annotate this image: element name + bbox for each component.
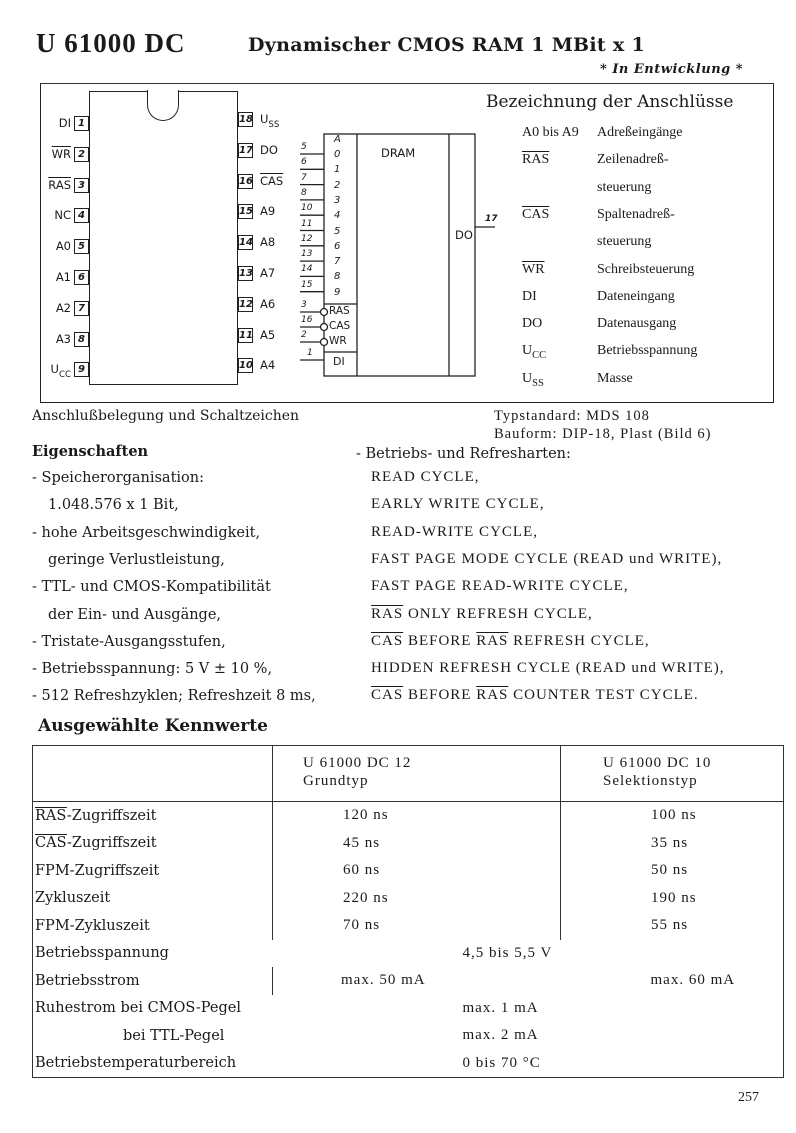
inversion-bubble: [321, 309, 328, 316]
row-label-text: FPM-Zykluszeit: [35, 917, 150, 934]
pin-label: [59, 116, 71, 130]
pin-label: [51, 362, 71, 380]
overlined-signal: $\overline{RAS}$: [371, 605, 404, 622]
line-text: ONLY REFRESH CYCLE,: [403, 605, 593, 622]
betriebsart-line: [371, 687, 699, 704]
table-row: [33, 967, 784, 995]
eigenschaften-line: 1.048.576 x 1 Bit,: [48, 497, 179, 514]
table-row: [33, 1050, 784, 1078]
input-pin-number: 8: [301, 187, 307, 198]
betriebsart-line: [371, 633, 650, 650]
row-value-col1: 45 ns: [273, 830, 561, 858]
pin-label-text: A4: [260, 358, 276, 373]
legend-signal: [522, 262, 545, 278]
pin-label: [260, 266, 275, 280]
row-label-text: Betriebstemperaturbereich: [35, 1055, 237, 1072]
row-value-col1: 220 ns: [273, 885, 561, 913]
address-bit: 5: [334, 225, 341, 237]
pin-number: 17: [239, 144, 253, 156]
pin-label: [260, 204, 275, 218]
line-text: BEFORE: [403, 632, 477, 649]
legend-signal-text: $\overline{CAS}$: [522, 206, 550, 222]
row-label: [33, 940, 273, 968]
legend-signal: [522, 125, 579, 141]
header-col2: [561, 746, 784, 802]
input-pin-number: 13: [301, 249, 313, 260]
row-label-text: Betriebsstrom: [35, 972, 140, 989]
control-label: CAS: [329, 320, 351, 332]
legend-signal-sub: SS: [532, 377, 544, 389]
address-bit: 7: [334, 256, 341, 268]
table-row: [33, 830, 784, 858]
control-label: WR: [329, 335, 347, 347]
pin-number: 8: [74, 332, 89, 347]
pin-label-text: $\overline{CAS}$: [260, 173, 284, 188]
pin-label-text: A0: [55, 239, 71, 254]
legend-description: steuerung: [597, 179, 652, 195]
pin-label: [52, 147, 71, 161]
pin-number: 9: [74, 362, 89, 377]
pin-label-text: NC: [54, 208, 71, 223]
row-label: [33, 912, 273, 940]
betriebsart-line: [371, 551, 722, 568]
legend-signal: [522, 343, 546, 361]
input-pin-number: 1: [307, 348, 313, 358]
address-bit: 2: [334, 179, 341, 191]
legend-description: steuerung: [597, 234, 652, 250]
line-text: HIDDEN REFRESH CYCLE (READ und WRITE),: [371, 660, 725, 677]
development-status: * In Entwicklung *: [600, 62, 744, 77]
package-notch: [147, 90, 179, 121]
row-value-col2: 190 ns: [561, 885, 784, 913]
legend-signal-text: DI: [522, 288, 537, 304]
table-row: [33, 857, 784, 885]
table-row: [33, 1022, 784, 1050]
pin-label-sub: SS: [268, 120, 280, 130]
overlined-signal: $\overline{CAS}$: [371, 687, 404, 704]
betriebsart-line: [371, 578, 629, 595]
row-label: [33, 830, 273, 858]
legend-signal: [522, 207, 549, 223]
legend-signal-text: $\overline{WR}$: [522, 261, 545, 277]
inversion-bubble: [321, 339, 328, 346]
pin-number: 14: [239, 237, 253, 249]
legend-signal: [522, 371, 544, 389]
col2-sub: Selektionstyp: [603, 773, 698, 789]
legend-signal: [522, 316, 542, 332]
input-pin-number: 14: [301, 264, 313, 275]
eigenschaften-title: Eigenschaften: [32, 443, 149, 460]
pin-label-text: A2: [55, 300, 71, 315]
page-title: Dynamischer CMOS RAM 1 MBit x 1: [248, 34, 645, 56]
dip-package: [89, 91, 238, 385]
legend-signal-text: U: [522, 343, 533, 359]
pin-label: [56, 239, 71, 253]
col2-type: U 61000 DC 10: [603, 755, 712, 771]
pin-label: [260, 112, 279, 130]
pin-label-text: $\overline{WR}$: [51, 146, 71, 161]
pin-label-text: A5: [260, 327, 276, 342]
table-row: [33, 912, 784, 940]
row-value-span: 4,5 bis 5,5 V: [273, 940, 784, 968]
row-label: [33, 995, 273, 1023]
pin-number: 15: [239, 206, 253, 218]
overlined-signal: $\overline{RAS}$: [476, 687, 509, 704]
pin-number: 16: [239, 175, 253, 187]
overlined-signal: $\overline{CAS}$: [371, 632, 404, 649]
input-pin-number: 16: [301, 315, 313, 325]
legend-description: Spaltenadreß-: [597, 206, 675, 222]
betriebsarten-title: - Betriebs- und Refresharten:: [356, 446, 571, 462]
pin-label: [48, 178, 71, 192]
pin-label-text: A7: [260, 266, 276, 280]
legend-signal-text: U: [522, 370, 533, 386]
row-label-text: -Zugriffszeit: [67, 835, 157, 852]
address-bit: 9: [334, 286, 341, 298]
header-empty-cell: [33, 746, 273, 802]
pin-number: 5: [74, 239, 89, 254]
legend-signal-text: DO: [522, 316, 543, 332]
legend-description: Adreßeingänge: [597, 125, 683, 140]
pin-number: 12: [239, 298, 253, 310]
row-value-span: max. 2 mA: [273, 1022, 784, 1050]
legend-description: Datenausgang: [597, 316, 677, 332]
legend-description: Schreibsteuerung: [597, 261, 695, 277]
pin-label-text: DO: [260, 142, 278, 157]
header-col1: [273, 746, 561, 802]
kennwerte-table: [32, 745, 784, 1078]
address-bit: 4: [334, 210, 341, 222]
pin-label-text: DI: [58, 116, 71, 130]
pin-label-text: U: [260, 112, 269, 126]
pin-label-text: U: [50, 362, 59, 377]
line-text: READ-WRITE CYCLE,: [371, 523, 538, 540]
pin-label: [260, 328, 275, 342]
part-code: U 61000 DC: [36, 28, 186, 58]
row-label-text: -Zugriffszeit: [66, 807, 157, 824]
pin-number: 2: [74, 147, 89, 162]
row-label: [33, 967, 273, 995]
row-value-col1: max. 50 mA: [273, 967, 561, 995]
eigenschaften-line: - Tristate-Ausgangsstufen,: [32, 633, 226, 650]
betriebsart-line: [371, 496, 545, 513]
pin-number: 10: [239, 360, 253, 372]
row-label-signal: $\overline{CAS}$: [35, 835, 68, 852]
legend-signal: [522, 289, 537, 305]
legend-description: Betriebsspannung: [597, 343, 698, 359]
legend-description: Masse: [597, 370, 633, 386]
input-pin-number: 5: [301, 142, 307, 152]
line-text: REFRESH CYCLE,: [508, 632, 650, 649]
line-text: READ CYCLE,: [371, 469, 480, 485]
betriebsart-line: [371, 660, 725, 677]
input-pin-number: 2: [301, 330, 307, 340]
pin-label: [260, 297, 275, 311]
table-row: [33, 885, 784, 913]
input-pin-number: 7: [301, 172, 307, 183]
row-value-col1: 60 ns: [273, 857, 561, 885]
pin-label-text: A1: [55, 270, 71, 284]
pin-number: 3: [74, 178, 89, 193]
typstandard: Typstandard: MDS 108: [494, 408, 650, 424]
input-pin-number: 11: [301, 218, 313, 229]
address-bit: 3: [334, 194, 341, 206]
pin-label: [56, 270, 71, 284]
dram-label: DRAM: [381, 146, 416, 160]
row-label-signal: $\overline{RAS}$: [35, 807, 67, 824]
eigenschaften-line: - Speicherorganisation:: [32, 470, 204, 486]
pin-label: [260, 235, 275, 249]
input-pin-number: 3: [301, 300, 307, 310]
row-label-text: Betriebsspannung: [35, 945, 169, 962]
betriebsart-line: [371, 469, 480, 486]
pin-label: [260, 358, 275, 372]
input-pin-number: 6: [301, 157, 307, 168]
pin-label: [260, 143, 278, 157]
table-row: [33, 995, 784, 1023]
row-value-col1: 120 ns: [273, 802, 561, 830]
line-text: BEFORE: [403, 687, 477, 704]
table-row: [33, 802, 784, 830]
pin-number: 13: [239, 268, 253, 279]
row-value-span: max. 1 mA: [273, 995, 784, 1023]
pin-label: [260, 174, 283, 188]
row-value-col1: 70 ns: [273, 912, 561, 940]
address-bit: 6: [334, 240, 341, 252]
pin-label-text: A6: [260, 296, 276, 311]
row-value-col2: 50 ns: [561, 857, 784, 885]
row-label-text: Ruhestrom bei CMOS-Pegel: [35, 1000, 241, 1017]
eigenschaften-line: - Betriebsspannung: 5 V ± 10 %,: [32, 661, 273, 678]
address-bit: 8: [334, 271, 341, 283]
input-pin-number: 15: [301, 279, 313, 290]
inversion-bubble: [321, 324, 328, 331]
legend-description: Dateneingang: [597, 288, 675, 304]
row-label: [33, 802, 273, 830]
legend-signal: [522, 152, 549, 168]
pin-number: 6: [74, 270, 89, 285]
eigenschaften-line: der Ein- und Ausgänge,: [48, 606, 222, 623]
kennwerte-title: Ausgewählte Kennwerte: [38, 716, 268, 736]
output-pin-number: 17: [485, 214, 498, 224]
row-label-text: FPM-Zugriffszeit: [35, 862, 160, 879]
row-label: [33, 1022, 273, 1050]
input-pin-number: 10: [301, 203, 313, 214]
table-header-row: [33, 746, 784, 802]
row-value-col2: max. 60 mA: [561, 967, 784, 995]
betriebsart-line: [371, 524, 538, 541]
row-value-col2: 100 ns: [561, 802, 784, 830]
col1-type: U 61000 DC 12: [303, 755, 412, 771]
col1-sub: Grundtyp: [303, 773, 369, 789]
eigenschaften-line: geringe Verlustleistung,: [48, 551, 225, 568]
line-text: COUNTER TEST CYCLE.: [508, 687, 699, 704]
line-text: FAST PAGE MODE CYCLE (READ und WRITE),: [371, 550, 723, 567]
row-value-span: 0 bis 70 °C: [273, 1050, 784, 1078]
pin-label-text: A3: [55, 331, 71, 346]
legend-title: Bezeichnung der Anschlüsse: [486, 92, 734, 112]
pin-label: [56, 301, 71, 315]
output-label: DO: [455, 228, 473, 242]
line-text: EARLY WRITE CYCLE,: [371, 496, 545, 513]
eigenschaften-line: - 512 Refreshzyklen; Refreshzeit 8 ms,: [32, 688, 316, 705]
pin-label: [56, 332, 71, 346]
legend-description: Zeilenadreß-: [597, 152, 669, 168]
page-number: 257: [738, 1090, 759, 1105]
input-pin-number: 12: [301, 233, 313, 244]
pin-number: 4: [74, 208, 89, 223]
pin-number: 1: [74, 116, 89, 131]
pin-label-text: $\overline{RAS}$: [48, 177, 71, 192]
pin-label-text: A9: [260, 204, 276, 219]
pin-label-text: A8: [260, 235, 276, 250]
control-label: RAS: [329, 305, 350, 317]
betriebsart-line: [371, 606, 593, 623]
row-label: [33, 857, 273, 885]
legend-signal-sub: CC: [532, 350, 547, 362]
pin-label-sub: CC: [58, 370, 71, 381]
row-label: [33, 885, 273, 913]
pin-label: [54, 208, 71, 222]
row-value-col2: 35 ns: [561, 830, 784, 858]
bauform: Bauform: DIP-18, Plast (Bild 6): [494, 426, 712, 442]
data-input-label: DI: [333, 355, 345, 368]
line-text: FAST PAGE READ-WRITE CYCLE,: [371, 578, 629, 595]
pin-number: 18: [239, 114, 253, 125]
pin-number: 11: [239, 329, 253, 341]
address-bit: 1: [334, 164, 341, 176]
row-label: [33, 1050, 273, 1078]
address-bit: 0: [334, 149, 341, 160]
address-header: A: [334, 134, 341, 145]
row-value-col2: 55 ns: [561, 912, 784, 940]
pin-number: 7: [74, 301, 89, 316]
eigenschaften-line: - hohe Arbeitsgeschwindigkeit,: [32, 524, 261, 541]
eigenschaften-line: - TTL- und CMOS-Kompatibilität: [32, 579, 271, 596]
figure-caption: Anschlußbelegung und Schaltzeichen: [32, 408, 300, 424]
legend-signal-text: A0 bis A9: [522, 125, 579, 140]
row-label-text: bei TTL-Pegel: [123, 1027, 225, 1044]
row-label-text: Zykluszeit: [35, 890, 111, 907]
table-row: [33, 940, 784, 968]
overlined-signal: $\overline{RAS}$: [476, 632, 509, 649]
legend-signal-text: $\overline{RAS}$: [522, 152, 550, 168]
